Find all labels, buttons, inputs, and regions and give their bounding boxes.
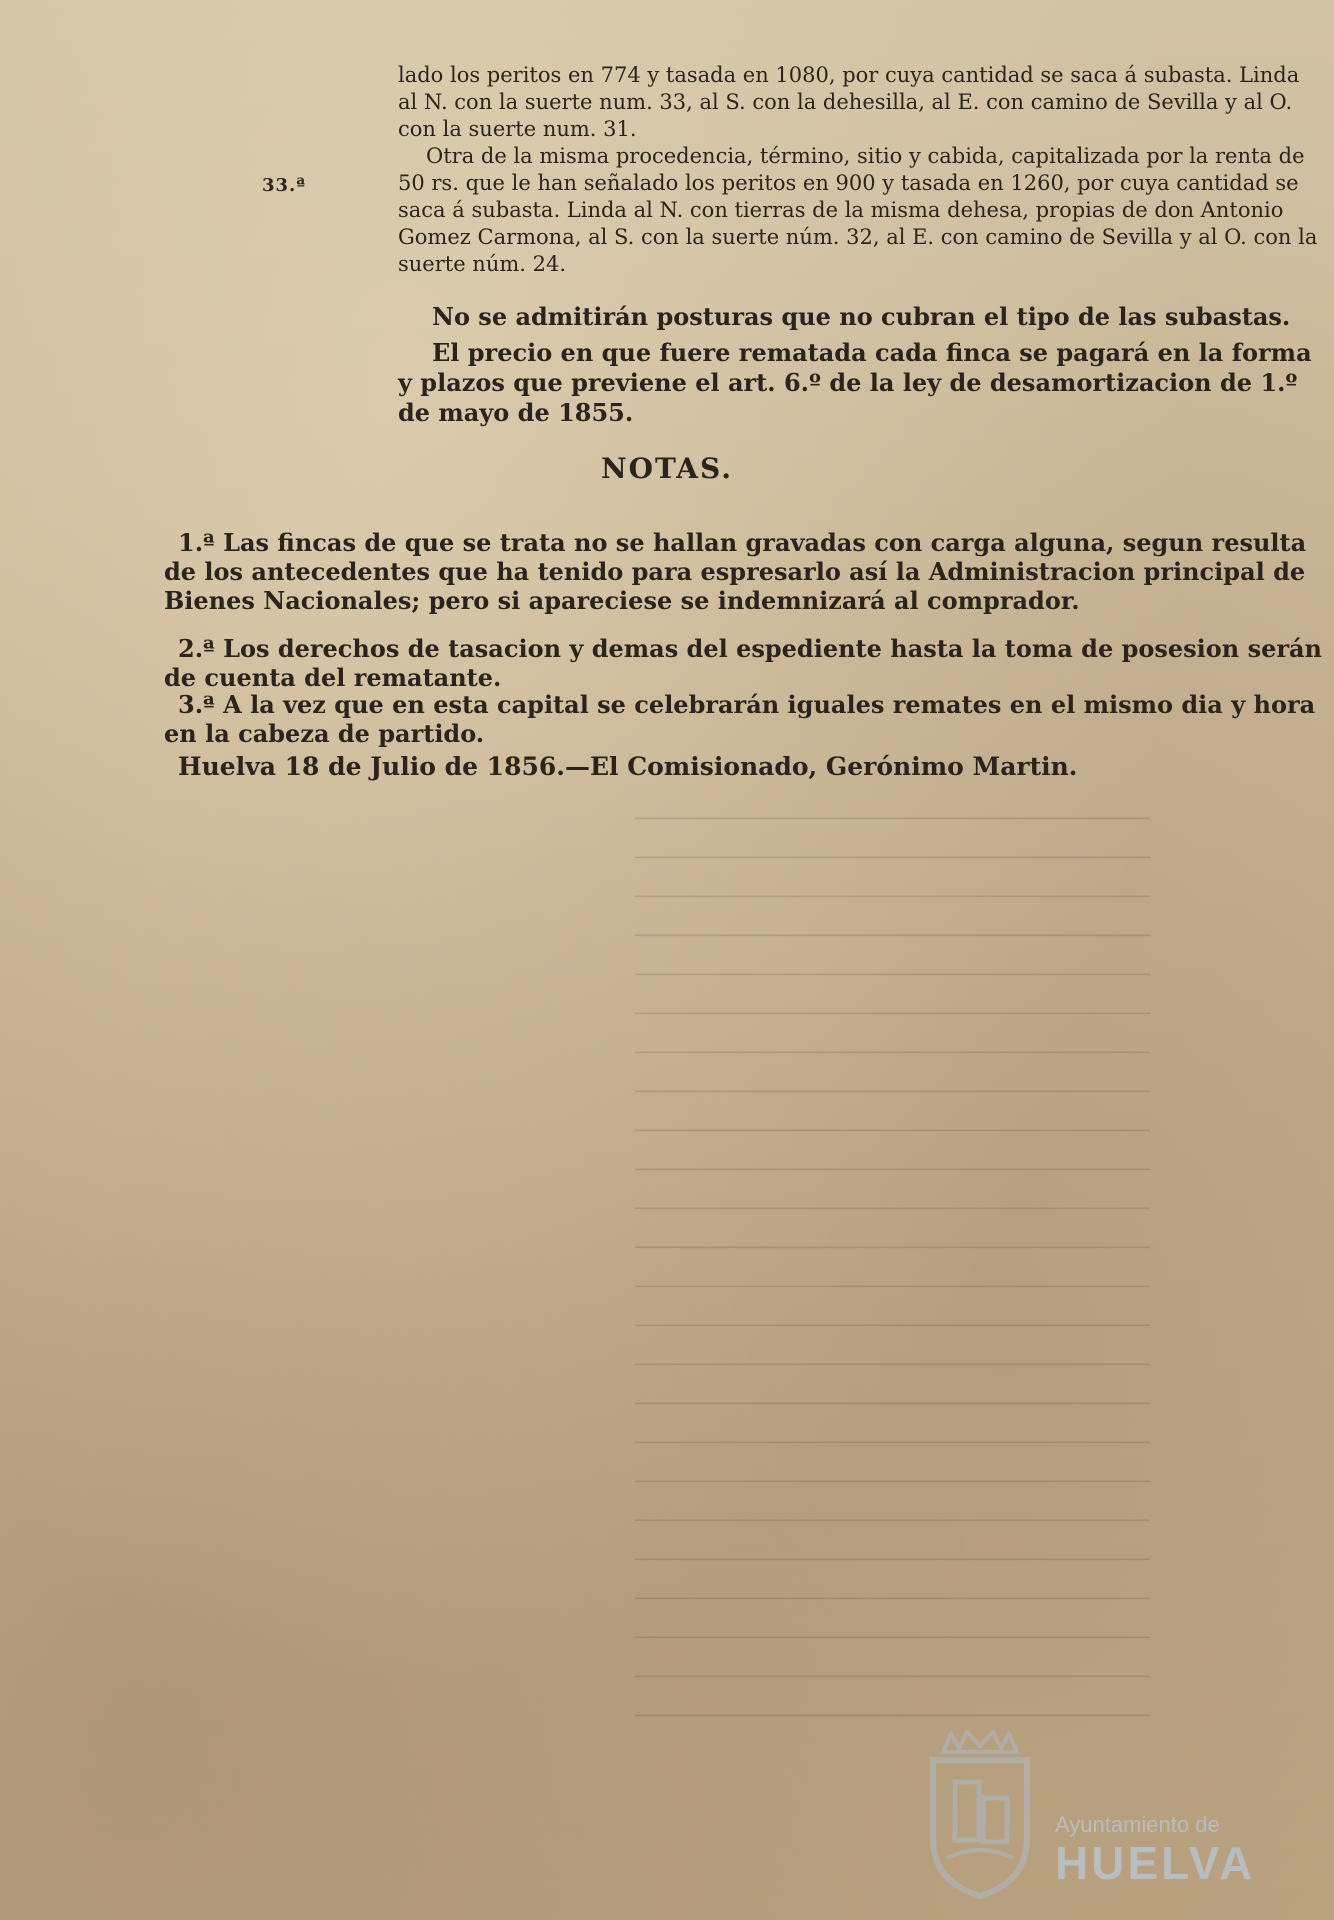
- entry-33-text: Otra de la misma procedencia, término, sitio y cabida, capitalizada por la renta de 50 rs. que le han señalado los peritos en 900 y tasada en 1260, por cuya cantidad se saca á subasta. Linda al N. con tierras de la misma dehesa, propias de don Antonio Gomez Carmona, al S. con la suerte núm. 32, al E. con camino de Sevilla y al O. con la suerte núm. 24.: [398, 144, 1318, 276]
- notes-heading: NOTAS.: [601, 452, 733, 485]
- entry-continuation: lado los peritos en 774 y tasada en 1080, por cuya cantidad se saca á subasta. Linda al N. con la suerte num. 33, al S. con la dehesilla, al E. con camino de Sevilla y al O. con la suerte num. 31.: [398, 63, 1300, 141]
- note-2: 2.ª Los derechos de tasacion y demas del espediente hasta la toma de posesion serán de cuenta del rematante.: [164, 634, 1323, 692]
- huelva-shield-logo-icon: [925, 1730, 1035, 1900]
- signature-line: Huelva 18 de Julio de 1856.—El Comisionado, Gerónimo Martin.: [178, 752, 1078, 781]
- note-1: 1.ª Las fincas de que se trata no se hallan gravadas con carga alguna, segun resulta de los antecedentes que ha tenido para espresarlo así la Administracion principal de Bienes Nacionales; pero si apareciese se indemnizará al comprador.: [164, 528, 1307, 615]
- watermark-line-2: HUELVA: [1055, 1837, 1256, 1889]
- entry-number-33: 33.ª: [262, 175, 307, 196]
- payment-terms-paragraph: El precio en que fuere rematada cada finca se pagará en la forma y plazos que previene el art. 6.º de la ley de desamortizacion de 1.º de mayo de 1855.: [398, 338, 1312, 427]
- auction-condition-paragraph: No se admitirán posturas que no cubran el tipo de las subastas.: [432, 302, 1291, 331]
- note-3: 3.ª A la vez que en esta capital se celebrarán iguales remates en el mismo dia y hora en la cabeza de partido.: [164, 690, 1316, 748]
- bleed-through-texture: ───────────────────────────────────────────── ───────────────────────────────────────────── ───────────────────────────────────────────── ───────────────────────────────────────────── ───────────────────────────────────────────── ───────────────────────────────────────────── ───────────────────────────────────────────── ───────────────────────────────────────────── ───────────────────────────────────────────── ───────────────────────────────────────────── ───────────────────────────────────────────── ───────────────────────────────────────────── ───────────────────────────────────────────── ───────────────────────────────────────────── ───────────────────────────────────────────── ───────────────────────────────────────────── ───────────────────────────────────────────── ───────────────────────────────────────────── ───────────────────────────────────────────── ───────────────────────────────────────────── ───────────────────────────────────────────── ───────────────────────────────────────────── ───────────────────────────────────────────── ─────────────────────────────────────────────: [635, 808, 1150, 1727]
- watermark-line-1: Ayuntamiento de: [1055, 1812, 1220, 1837]
- watermark-text: [1055, 1812, 1255, 1888]
